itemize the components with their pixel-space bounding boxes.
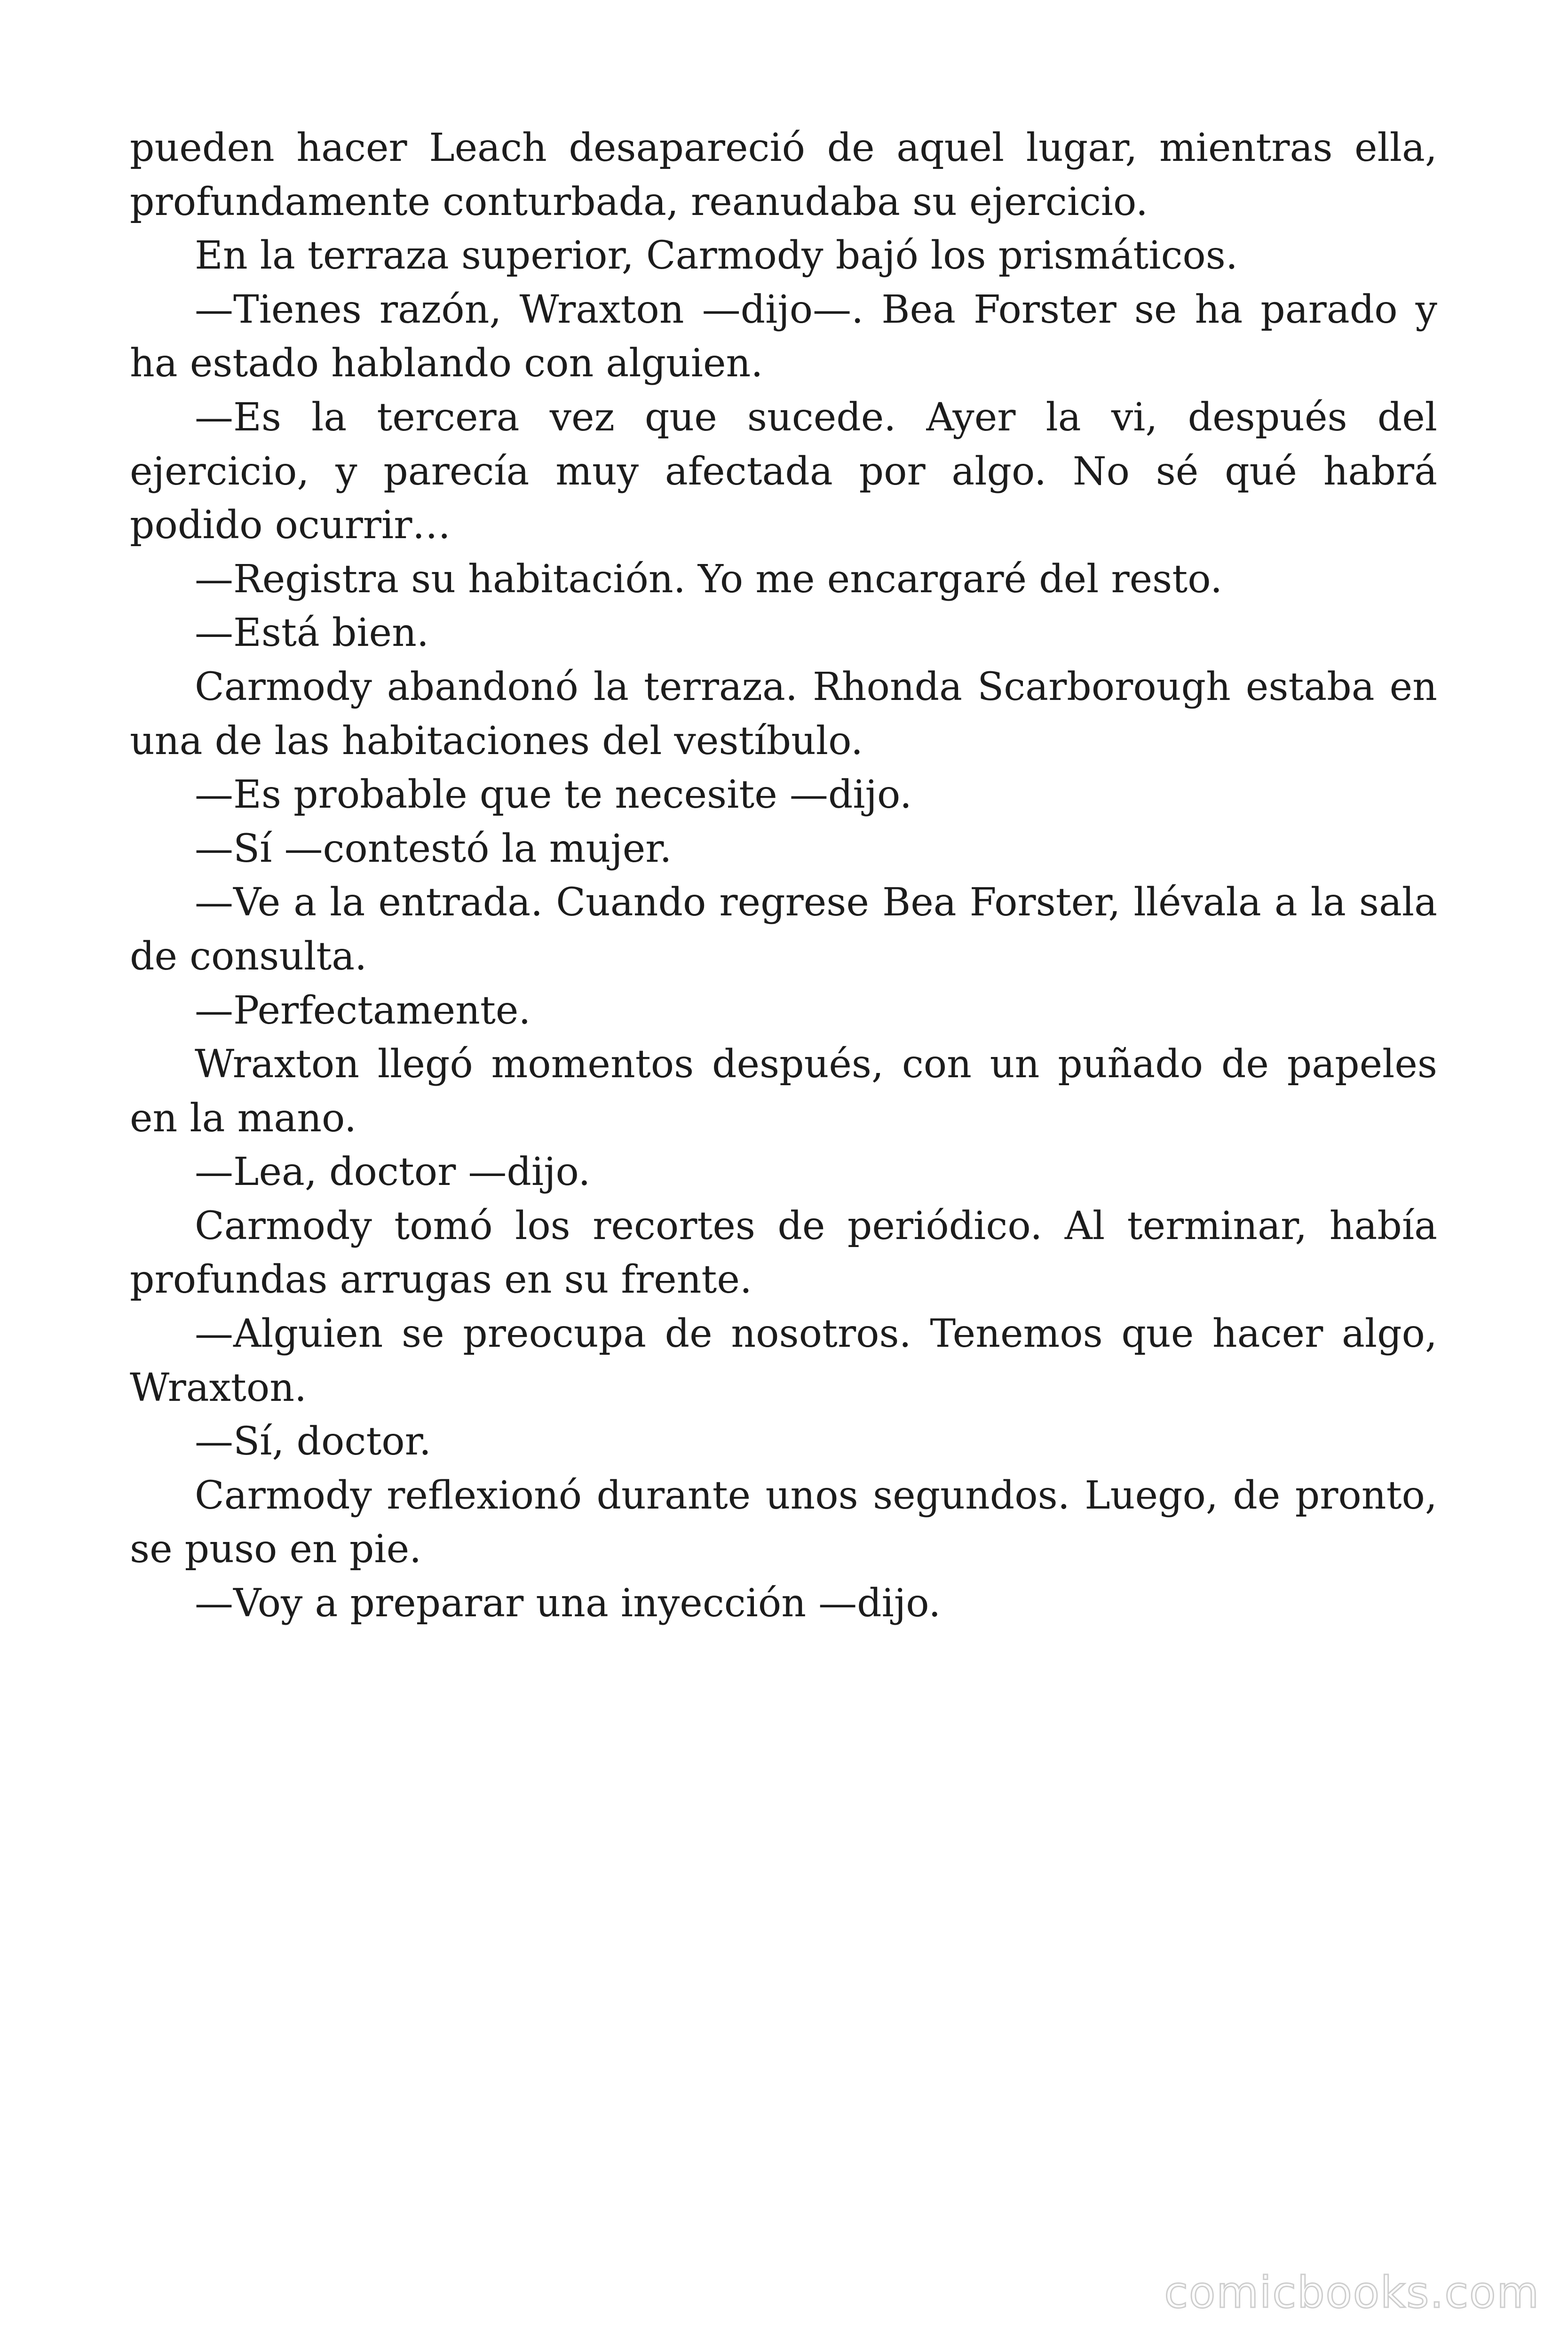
paragraph: Wraxton llegó momentos después, con un puñado de papeles en la mano. bbox=[130, 1042, 1437, 1141]
paragraph-continuation: pueden hacer Leach desapareció de aquel lugar, mientras ella, profundamente conturbada, reanudaba su ejercicio. bbox=[130, 126, 1437, 224]
paragraph: Carmody abandonó la terraza. Rhonda Scarborough estaba en una de las habitaciones del vestíbulo. bbox=[130, 664, 1437, 763]
paragraph: —Es probable que te necesite —dijo. bbox=[195, 772, 912, 818]
paragraph: —Registra su habitación. Yo me encargaré del resto. bbox=[195, 556, 1223, 602]
paragraph: En la terraza superior, Carmody bajó los prismáticos. bbox=[195, 233, 1238, 278]
paragraph: Carmody tomó los recortes de periódico. Al terminar, había profundas arrugas en su frente. bbox=[130, 1203, 1437, 1303]
paragraph: —Lea, doctor —dijo. bbox=[195, 1150, 591, 1195]
body-text bbox=[130, 121, 1437, 1631]
paragraph: —Perfectamente. bbox=[195, 988, 531, 1033]
paragraph: —Sí, doctor. bbox=[195, 1419, 431, 1464]
paragraph: —Voy a preparar una inyección —dijo. bbox=[195, 1581, 941, 1626]
paragraph: —Es la tercera vez que sucede. Ayer la vi, después del ejercicio, y parecía muy afectada por algo. No sé qué habrá podido ocurrir… bbox=[130, 395, 1437, 548]
paragraph: —Está bien. bbox=[195, 611, 429, 656]
watermark-logo: comicbooks.com bbox=[1164, 2267, 1540, 2318]
paragraph: —Tienes razón, Wraxton —dijo—. Bea Forster se ha parado y ha estado hablando con alguien. bbox=[130, 287, 1437, 386]
paragraph: Carmody reflexionó durante unos segundos. Luego, de pronto, se puso en pie. bbox=[130, 1473, 1437, 1572]
paragraph: —Sí —contestó la mujer. bbox=[195, 826, 672, 871]
paragraph: —Ve a la entrada. Cuando regrese Bea Forster, llévala a la sala de consulta. bbox=[130, 880, 1437, 979]
paragraph: —Alguien se preocupa de nosotros. Tenemos que hacer algo, Wraxton. bbox=[130, 1311, 1437, 1410]
